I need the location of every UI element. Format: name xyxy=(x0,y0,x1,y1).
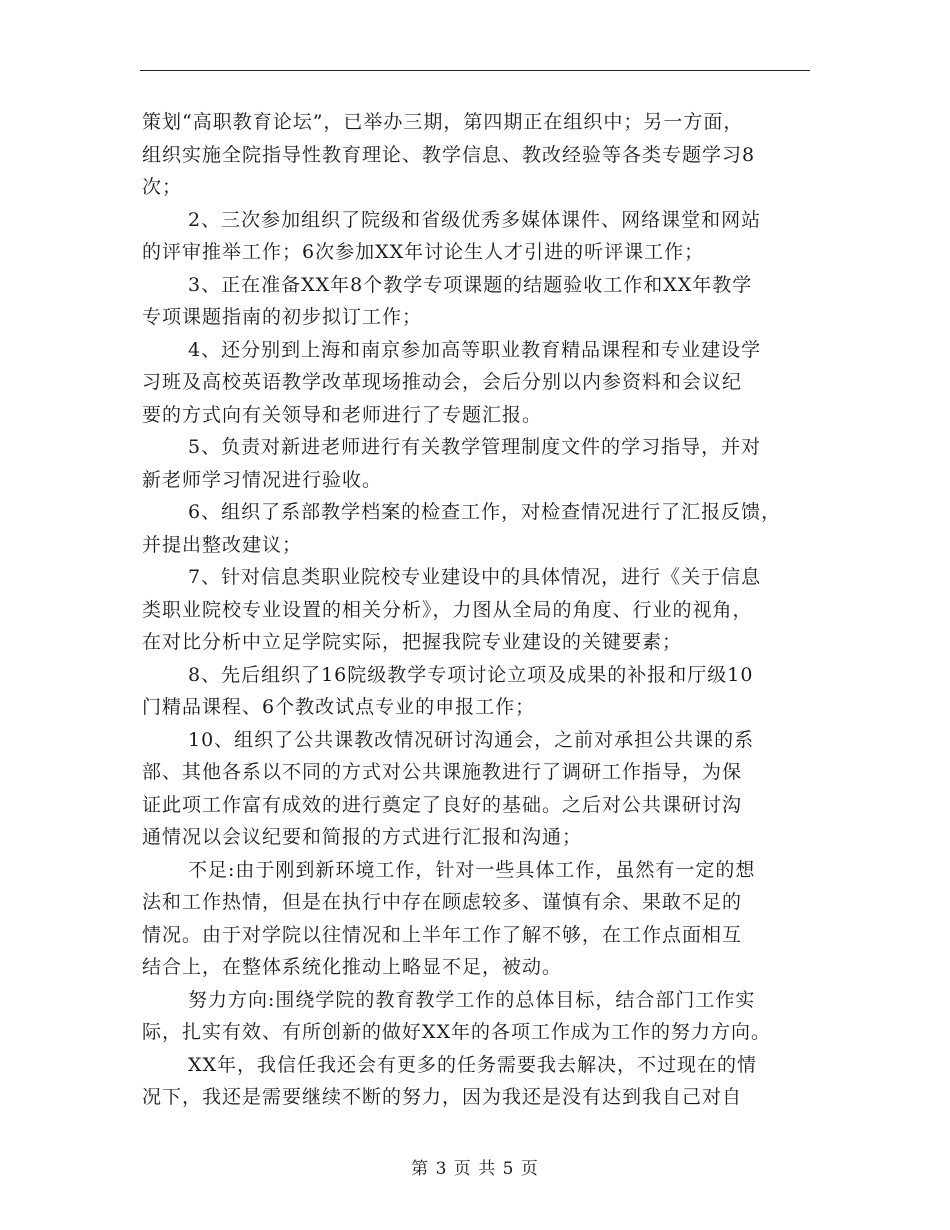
text-line: 策划“高职教育论坛”，已举办三期，第四期正在组织中；另一方面， xyxy=(142,111,744,133)
text-line: 的评审推举工作；6次参加XX年讨论生人才引进的听评课工作； xyxy=(142,241,705,263)
text-line: 6、组织了系部教学档案的检查工作，对检查情况进行了汇报反馈， xyxy=(188,501,782,523)
text-line: 法和工作热情，但是在执行中存在顾虑较多、谨慎有余、果敢不足的 xyxy=(142,891,743,913)
text-line: 努力方向:围绕学院的教育教学工作的总体目标，结合部门工作实 xyxy=(188,988,756,1011)
text-line: 3、正在准备XX年8个教学专项课题的结题验收工作和XX年教学 xyxy=(188,273,753,296)
paragraph-p8 xyxy=(142,659,812,724)
text-line: 组织实施全院指导性教育理论、教学信息、教改经验等各类专题学习8 xyxy=(142,143,756,166)
text-line: 不足:由于刚到新环境工作，针对一些具体工作，虽然有一定的想 xyxy=(188,858,756,881)
paragraph-p10 xyxy=(142,724,812,854)
text-line: 习班及高校英语教学改革现场推动会，会后分别以内参资料和会议纪 xyxy=(142,371,743,393)
body-text xyxy=(142,106,812,1114)
paragraph-p4 xyxy=(142,334,812,432)
paragraph-closing xyxy=(142,1049,812,1114)
paragraph-p6 xyxy=(142,496,812,561)
paragraph-direction xyxy=(142,984,812,1049)
page-footer: 第 3 页 共 5 页 xyxy=(411,1159,539,1179)
text-line: 际，扎实有效、有所创新的做好XX年的各项工作成为工作的努力方向。 xyxy=(142,1021,772,1043)
text-line: XX年，我信任我还会有更多的任务需要我去解决，不过现在的情 xyxy=(188,1053,758,1076)
paragraph-shortcomings xyxy=(142,854,812,984)
text-line: 况下，我还是需要继续不断的努力，因为我还是没有达到我自己对自 xyxy=(142,1086,743,1108)
text-line: 7、针对信息类职业院校专业建设中的具体情况，进行《关于信息 xyxy=(188,566,762,588)
text-line: 专项课题指南的初步拟订工作； xyxy=(142,306,423,328)
header-rule xyxy=(140,70,810,71)
text-line: 5、负责对新进老师进行有关教学管理制度文件的学习指导，并对 xyxy=(188,436,762,458)
text-line: 情况。由于对学院以往情况和上半年工作了解不够，在工作点面相互 xyxy=(142,923,743,946)
text-line: 通情况以会议纪要和简报的方式进行汇报和沟通； xyxy=(142,826,583,848)
text-line: 门精品课程、6个教改试点专业的申报工作； xyxy=(142,696,536,718)
text-line: 在对比分析中立足学院实际，把握我院专业建设的关键要素； xyxy=(142,631,683,653)
text-line: 10、组织了公共课教改情况研讨沟通会，之前对承担公共课的系 xyxy=(188,728,755,751)
text-line: 4、还分别到上海和南京参加高等职业教育精品课程和专业建设学 xyxy=(188,338,762,361)
text-line: 类职业院校专业设置的相关分析》，力图从全局的角度、行业的视角， xyxy=(142,598,753,621)
paragraph-p2 xyxy=(142,204,812,269)
text-line: 2、三次参加组织了院级和省级优秀多媒体课件、网络课堂和网站 xyxy=(188,208,762,231)
text-line: 要的方式向有关领导和老师进行了专题汇报。 xyxy=(142,403,543,426)
paragraph-p3 xyxy=(142,269,812,334)
paragraph-p7 xyxy=(142,561,812,659)
text-line: 并提出整改建议； xyxy=(142,533,303,556)
text-line: 新老师学习情况进行验收。 xyxy=(142,468,383,491)
text-line: 8、先后组织了16院级教学专项讨论立项及成果的补报和厅级10 xyxy=(188,663,754,686)
text-line: 结合上，在整体系统化推动上略显不足，被动。 xyxy=(142,956,563,978)
paragraph-p0 xyxy=(142,106,812,204)
text-line: 证此项工作富有成效的进行奠定了良好的基础。之后对公共课研讨沟 xyxy=(142,793,743,816)
text-line: 部、其他各系以不同的方式对公共课施教进行了调研工作指导，为保 xyxy=(142,761,743,783)
paragraph-p5 xyxy=(142,431,812,496)
text-line: 次； xyxy=(142,176,183,198)
